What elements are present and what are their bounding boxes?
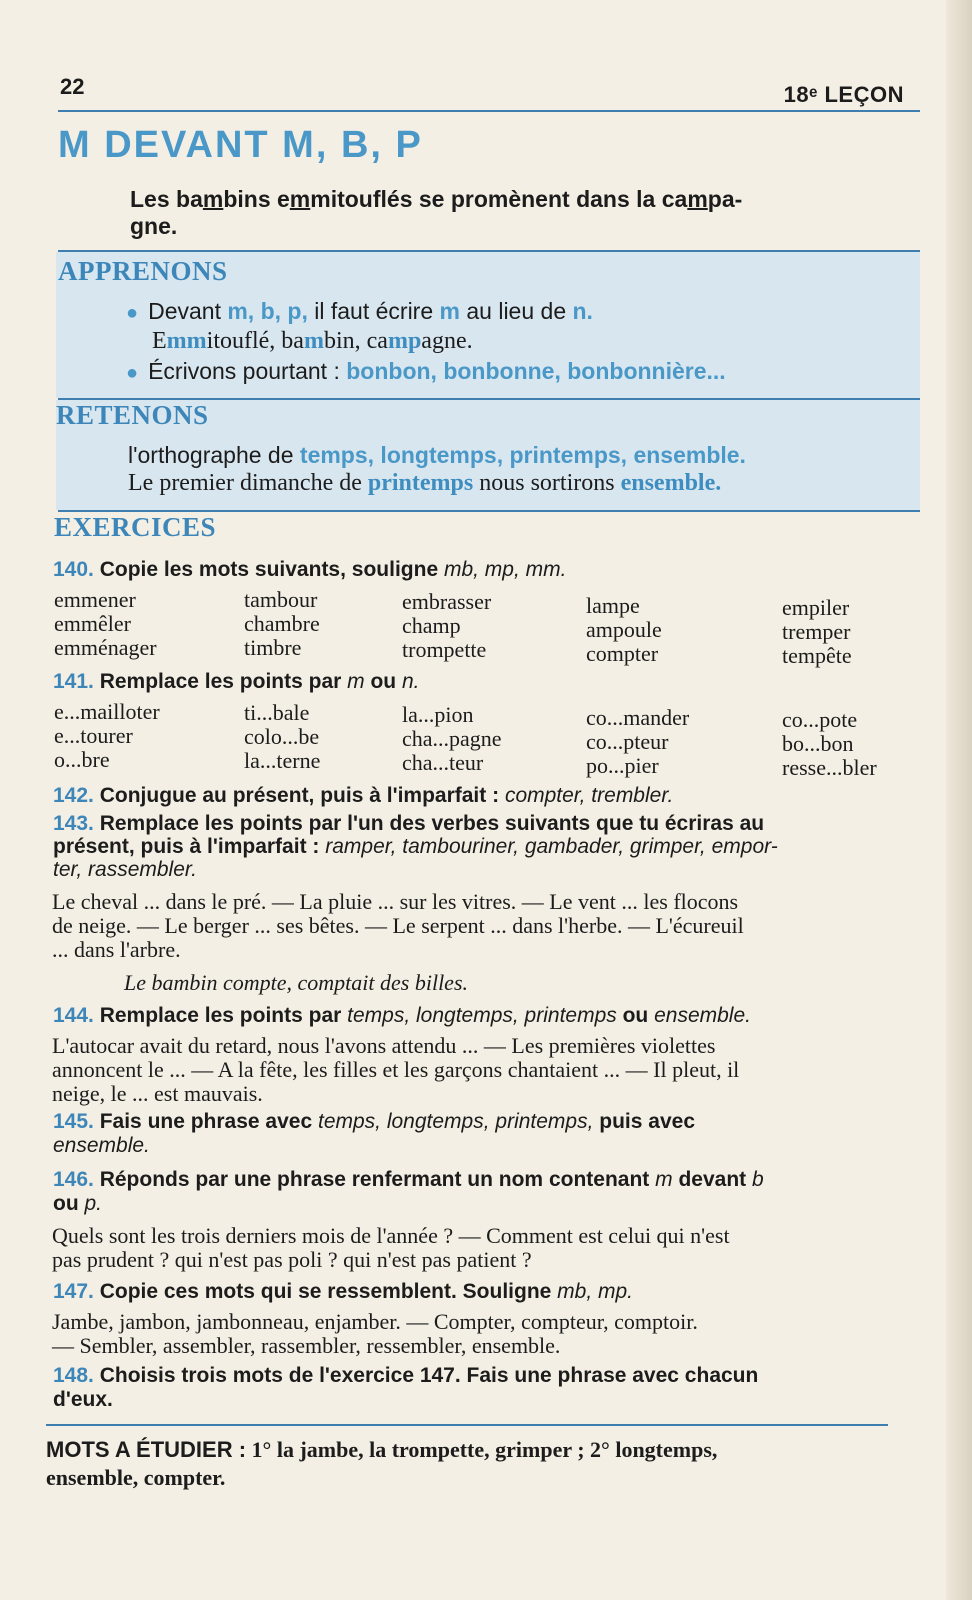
exercise-141-column: e...mailloter e...tourer o...bre (54, 699, 160, 772)
exercise-italic: ensemble. (53, 1134, 150, 1157)
exercise-text: d'eux. (53, 1388, 113, 1411)
exercise-text: Choisis trois mots de l'exercice 147. Fais une phrase avec chacun (93, 1364, 759, 1387)
intro-text: pa- (707, 186, 743, 212)
apprenons-box (56, 252, 920, 398)
exercise-italic: ter, rassembler. (53, 858, 197, 881)
exercise-italic: m (655, 1168, 673, 1191)
rule-highlight: m (439, 298, 460, 324)
exercise-number: 146. (53, 1168, 94, 1191)
exercise-text: Fais une phrase avec (93, 1110, 318, 1133)
body-line: ... dans l'arbre. (52, 937, 181, 962)
body-line: Quels sont les trois derniers mois de l'année ? — Comment est celui qui n'est (52, 1223, 730, 1248)
example-text: bin, ca (323, 328, 388, 354)
rule-highlight: n. (572, 298, 593, 324)
exercise-147-instruction (53, 1280, 633, 1304)
exercise-text: ou (616, 1004, 655, 1027)
exercise-number: 143. (53, 812, 94, 835)
exercise-italic: temps, longtemps, printemps, (317, 1110, 594, 1133)
exercise-143-example: Le bambin compte, comptait des billes. (124, 970, 469, 995)
exercise-text: ou (53, 1192, 85, 1215)
words-label: MOTS A ÉTUDIER : (46, 1437, 247, 1462)
apprenons-heading: APPRENONS (58, 256, 228, 286)
exercise-140-instruction (53, 558, 566, 582)
exercise-141-instruction (53, 670, 419, 694)
exercise-italic: compter, trembler. (504, 784, 674, 807)
exercise-text: Copie ces mots qui se ressemblent. Souligne (93, 1280, 558, 1303)
exercise-140-column: tambour chambre timbre (244, 587, 320, 660)
body-line: neige, le ... est mauvais. (52, 1081, 263, 1106)
exercise-italic: mb, mp, mm. (443, 558, 567, 581)
exercise-italic: b (751, 1168, 764, 1191)
body-line: L'autocar avait du retard, nous l'avons attendu ... — Les premières violettes (52, 1033, 716, 1058)
rule-text: Devant (148, 298, 228, 324)
retenons-box (56, 400, 920, 510)
body-line: Le cheval ... dans le pré. — La pluie ... sur les vitres. — Le vent ... les flocons (52, 889, 739, 914)
example-highlight: mm (166, 328, 207, 354)
rule-text: Écrivons pourtant : (148, 358, 347, 384)
intro-underlined: m (289, 186, 311, 212)
exercices-heading: EXERCICES (54, 512, 217, 542)
exercise-number: 142. (53, 784, 94, 807)
bullet-icon: ● (126, 302, 139, 324)
intro-text: gne. (130, 213, 178, 239)
exercise-text: ou (364, 670, 402, 693)
words-list: ensemble, compter. (46, 1465, 226, 1490)
body-line: annoncent le ... — A la fête, les filles et les garçons chantaient ... — Il pleut, il (52, 1057, 740, 1082)
exercise-text: Conjugue au présent, puis à l'imparfait : (93, 784, 505, 807)
example-text: agne. (421, 328, 473, 354)
example-text: itouflé, ba (206, 328, 304, 354)
body-line: de neige. — Le berger ... ses bêtes. — Le serpent ... dans l'herbe. — L'écureuil (52, 913, 744, 938)
exercise-number: 148. (53, 1364, 94, 1387)
exercise-141-column: ti...bale colo...be la...terne (244, 700, 321, 773)
retenons-line-1 (128, 442, 746, 469)
example-highlight: mp (387, 328, 422, 354)
exercise-146-instruction (53, 1168, 913, 1216)
retenons-text: Le premier dimanche de (128, 470, 368, 496)
exercise-number: 147. (53, 1280, 94, 1303)
exercise-italic: ramper, tambouriner, gambader, grimper, empor- (325, 835, 778, 858)
body-line: — Sembler, assembler, rassembler, ressembler, ensemble. (52, 1333, 561, 1358)
intro-underlined: m (202, 186, 224, 212)
page-title: M DEVANT M, B, P (58, 124, 423, 166)
exercise-number: 141. (53, 670, 94, 693)
exercise-140-column: embrasser champ trompette (402, 589, 492, 662)
exercise-number: 144. (53, 1004, 94, 1027)
exercise-text: Réponds par une phrase renfermant un nom contenant (93, 1168, 656, 1191)
rule-highlight: m, b, p, (227, 298, 308, 324)
exercise-147-body (52, 1310, 902, 1358)
retenons-highlight: temps, longtemps, printemps, ensemble. (299, 442, 746, 468)
exercise-141-column: co...pote bo...bon resse...bler (782, 707, 877, 780)
exercise-142-instruction (53, 784, 673, 808)
exercise-146-body (52, 1224, 902, 1272)
exercise-text: présent, puis à l'imparfait : (53, 835, 326, 858)
intro-text: mitouflés se promènent dans la ca (310, 186, 688, 212)
intro-sentence (130, 186, 920, 240)
intro-underlined: m (687, 186, 708, 212)
body-line: pas prudent ? qui n'est pas poli ? qui n'est pas patient ? (52, 1247, 532, 1272)
exercise-italic: ensemble. (654, 1004, 751, 1027)
page-number: 22 (60, 74, 85, 99)
exercise-145-instruction (53, 1110, 893, 1158)
exercise-140-column: lampe ampoule compter (586, 593, 662, 666)
exercise-text: devant (672, 1168, 752, 1191)
apprenons-rule-1 (126, 298, 593, 325)
exercise-text: Remplace les points par (93, 1004, 348, 1027)
footer-rule (46, 1424, 888, 1426)
retenons-text: l'orthographe de (128, 442, 300, 468)
exercise-italic: m (347, 670, 365, 693)
retenons-text: nous sortirons (473, 470, 621, 496)
lesson-label: 18ᵉ LEÇON (783, 82, 904, 107)
body-line: Jambe, jambon, jambonneau, enjamber. — Compter, compteur, comptoir. (52, 1309, 698, 1334)
exercise-143-instruction (53, 812, 913, 881)
apprenons-rule-2 (126, 358, 726, 385)
exercise-143-body (52, 890, 902, 962)
intro-text: bins e (223, 186, 290, 212)
exercise-140-column: emmener emmêler emménager (54, 587, 157, 660)
exercise-141-column: co...mander co...pteur po...pier (586, 705, 690, 778)
exercise-144-instruction (53, 1004, 751, 1028)
exercise-148-instruction (53, 1364, 913, 1412)
words-list: 1° la jambe, la trompette, grimper ; 2° longtemps, (246, 1437, 718, 1462)
exercise-italic: n. (401, 670, 420, 693)
exercise-text: Copie les mots suivants, souligne (93, 558, 444, 581)
page-edge (946, 0, 972, 1600)
retenons-highlight: ensemble. (620, 470, 722, 496)
rule-highlight: bonbon, bonbonne, bonbonnière... (346, 358, 726, 384)
retenons-highlight: printemps (367, 470, 474, 496)
rule-text: il faut écrire (307, 298, 440, 324)
exercise-number: 145. (53, 1110, 94, 1133)
exercise-italic: p. (84, 1192, 103, 1215)
exercise-141-column: la...pion cha...pagne cha...teur (402, 702, 502, 775)
exercise-text: Remplace les points par (93, 670, 348, 693)
retenons-heading: RETENONS (56, 400, 209, 430)
exercise-144-body (52, 1034, 902, 1106)
retenons-line-2 (128, 470, 721, 497)
bullet-icon: ● (126, 362, 139, 384)
header-rule (58, 110, 920, 112)
exercise-140-column: empiler tremper tempête (782, 595, 852, 668)
exercise-text: Remplace les points par l'un des verbes suivants que tu écriras au (93, 812, 765, 835)
intro-text: Les ba (130, 186, 203, 212)
words-to-study (46, 1436, 896, 1492)
exercise-text: puis avec (593, 1110, 695, 1133)
exercise-number: 140. (53, 558, 94, 581)
exercise-italic: temps, longtemps, printemps (347, 1004, 617, 1027)
example-highlight: m (303, 328, 324, 354)
rule-text: au lieu de (459, 298, 573, 324)
apprenons-example (152, 328, 473, 355)
example-text: E (152, 328, 167, 354)
exercise-italic: mb, mp. (557, 1280, 634, 1303)
